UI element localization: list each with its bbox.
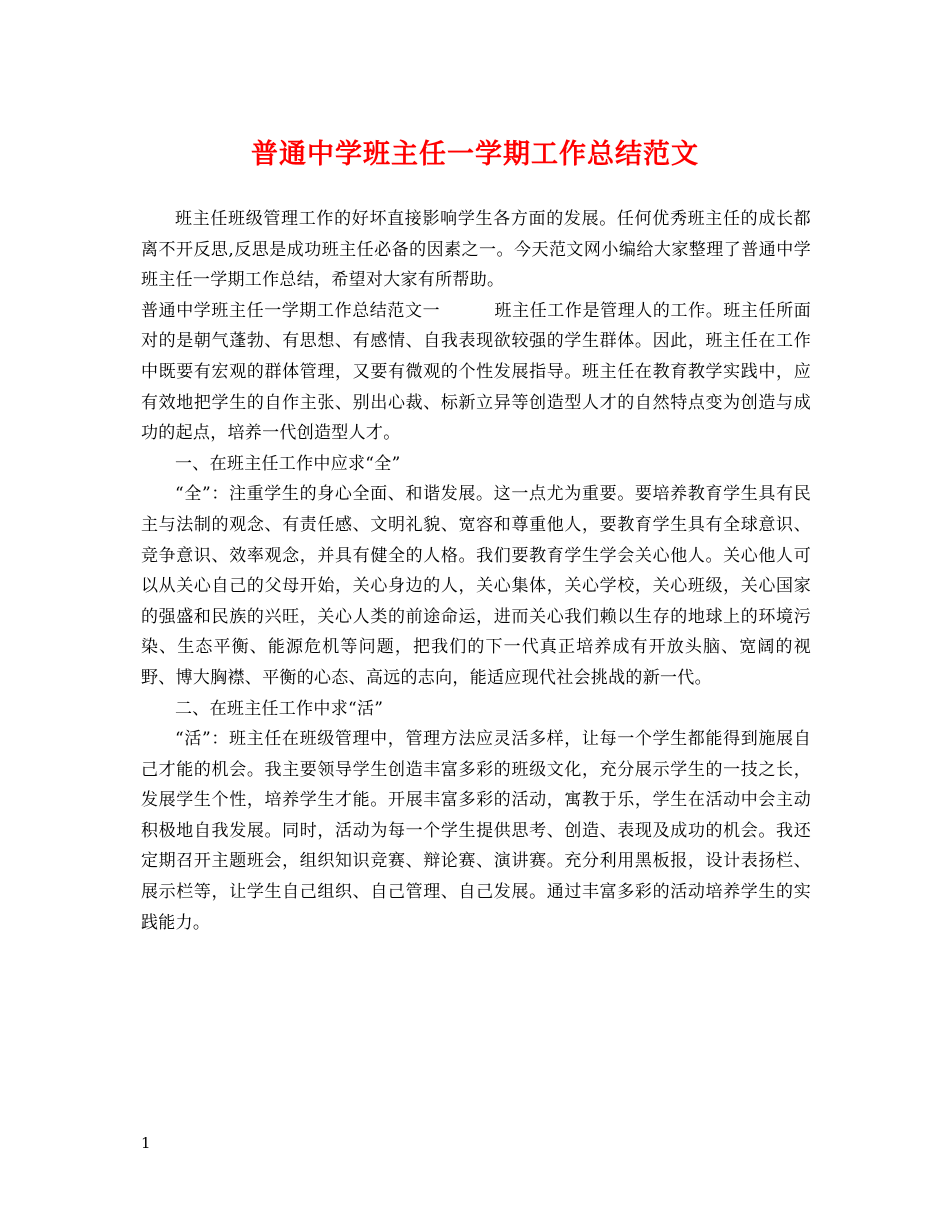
intro-paragraph: 班主任班级管理工作的好坏直接影响学生各方面的发展。任何优秀班主任的成长都离不开反思,反思是成功班主任必备的因素之一。今天范文网小编给大家整理了普通中学班主任一学期工作总结，希望对大家有所帮助。 [141,209,811,291]
section-paragraph [141,296,811,449]
section-intro-text: 班主任工作是管理人的工作。班主任所面对的是朝气蓬勃、有思想、有感情、自我表现欲较强的学生群体。因此，班主任在工作中既要有宏观的群体管理，又要有微观的个性发展指导。班主任在教育教学实践中，应有效地把学生的自作主张、别出心裁、标新立异等创造型人才的自然特点变为创造与成功的起点，培养一代创造型人才。 [141,300,811,444]
heading-two: 二、在班主任工作中求“活” [175,698,384,719]
paragraph-two: “活”：班主任在班级管理中，管理方法应灵活多样，让每一个学生都能得到施展自己才能的机会。我主要领导学生创造丰富多彩的班级文化，充分展示学生的一技之长，发展学生个性，培养学生才能。开展丰富多彩的活动，寓教于乐，学生在活动中会主动积极地自我发展。同时，活动为每一个学生提供思考、创造、表现及成功的机会。我还定期召开主题班会，组织知识竞赛、辩论赛、演讲赛。充分利用黑板报，设计表扬栏、展示栏等，让学生自己组织、自己管理、自己发展。通过丰富多彩的活动培养学生的实践能力。 [141,729,811,933]
document-body [141,204,811,938]
section-label: 普通中学班主任一学期工作总结范文一 [141,300,441,321]
paragraph-one: “全”：注重学生的身心全面、和谐发展。这一点尤为重要。要培养教育学生具有民主与法制的观念、有责任感、文明礼貌、宽容和尊重他人，要教育学生具有全球意识、竞争意识、效率观念，并具有健全的人格。我们要教育学生学会关心他人。关心他人可以从关心自己的父母开始，关心身边的人，关心集体，关心学校，关心班级，关心国家的强盛和民族的兴旺，关心人类的前途命运，进而关心我们赖以生存的地球上的环境污染、生态平衡、能源危机等问题，把我们的下一代真正培养成有开放头脑、宽阔的视野、博大胸襟、平衡的心态、高远的志向，能适应现代社会挑战的新一代。 [141,484,811,688]
heading-one: 一、在班主任工作中应求“全” [175,453,401,474]
document-title: 普通中学班主任一学期工作总结范文 [251,139,699,170]
page-number: 1 [141,1134,151,1152]
